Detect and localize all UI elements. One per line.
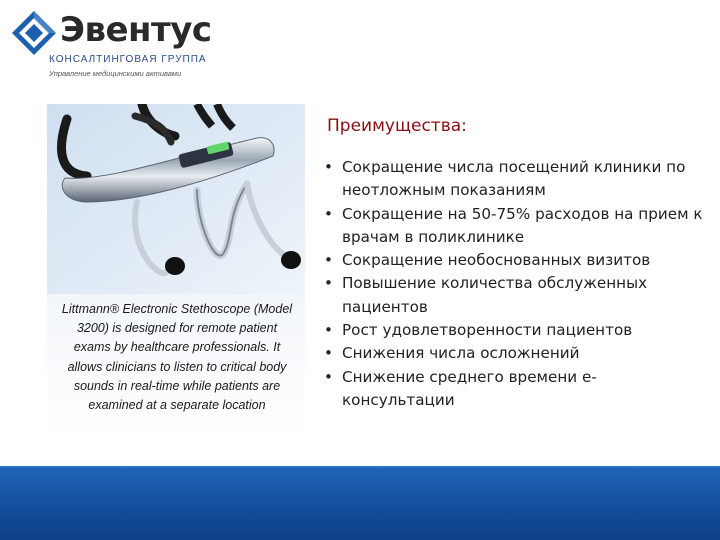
bullet-icon: •	[324, 158, 333, 176]
logo-diamond-icon	[10, 9, 58, 57]
list-item	[324, 342, 704, 365]
list-item-text: Рост удовлетворенности пациентов	[342, 321, 633, 340]
list-item-text: Сокращение числа посещений клиники по неотложным показаниям	[342, 158, 686, 200]
product-photo-panel	[47, 104, 305, 439]
list-item	[324, 272, 704, 319]
footer-band	[0, 468, 720, 540]
bullet-icon: •	[324, 274, 333, 293]
stethoscope-photo	[47, 104, 305, 294]
list-item-text: Сокращение на 50-75% расходов на прием к врачам в поликлинике	[342, 204, 703, 246]
advantages-heading: Преимущества:	[327, 116, 467, 136]
bullet-icon: •	[324, 251, 333, 270]
bullet-icon: •	[324, 367, 333, 386]
list-item	[324, 156, 704, 203]
list-item-text: Повышение количества обслуженных пациентов	[342, 274, 648, 316]
advantages-list	[324, 156, 704, 412]
list-item-text: Снижения числа осложнений	[342, 344, 580, 363]
bullet-icon: •	[324, 321, 333, 340]
bullet-icon: •	[324, 204, 333, 223]
list-item	[324, 366, 704, 413]
list-item-text: Снижение среднего времени е-консультации	[342, 367, 597, 409]
list-item	[324, 203, 704, 250]
list-item	[324, 249, 704, 272]
bullet-icon: •	[324, 344, 333, 363]
logo-subtitle: КОНСАЛТИНГОВАЯ ГРУППА	[49, 54, 207, 65]
logo-tagline: Управление медицинскими активами	[49, 69, 182, 78]
list-item	[324, 319, 704, 342]
list-item-text: Сокращение необоснованных визитов	[342, 251, 651, 270]
logo-name: Эвентус	[60, 10, 212, 50]
company-logo	[10, 6, 210, 80]
photo-caption: Littmann® Electronic Stethoscope (Model 3200) is designed for remote patient exams by healthcare professionals. It allows clinicians to listen to critical body sounds in real-time while patients are examined at a separate location	[61, 302, 293, 413]
